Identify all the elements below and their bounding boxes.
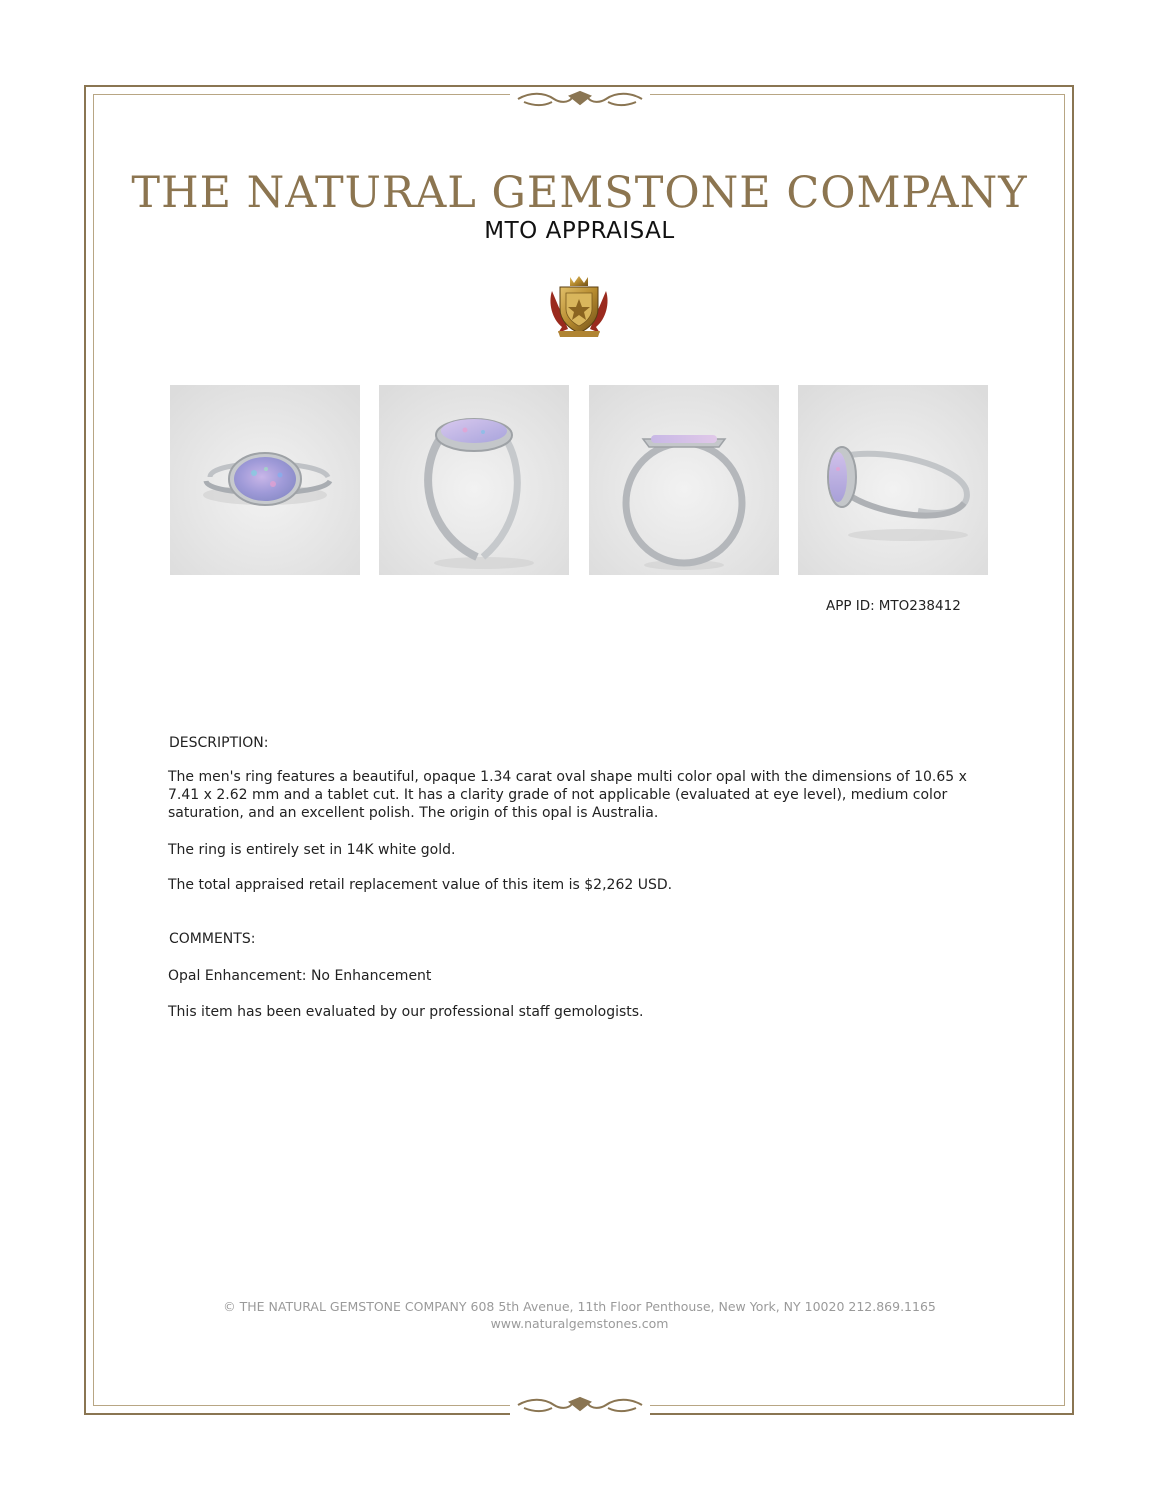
metal-paragraph: The ring is entirely set in 14K white gold. [168,842,456,858]
ring-photo-front-view [589,385,779,575]
value-paragraph: The total appraised retail replacement value of this item is $2,262 USD. [168,877,673,893]
comments-heading: COMMENTS: [169,931,256,947]
document-type-title: MTO APPRAISAL [484,218,675,244]
bottom-flourish-ornament [510,1394,650,1416]
description-paragraph: The men's ring features a beautiful, opaque 1.34 carat oval shape multi color opal with the dimensions of 10.65 x 7.41 x 2.62 mm and a tablet cut. It has a clarity grade of not applicable (evaluated at eye level), medium color saturation, and an excellent polish. The origin of this opal is Australia. [168,769,967,821]
app-id-value: MTO238412 [878,598,961,614]
ring-photo-angled-view [379,385,569,575]
ring-photo-side-view [798,385,988,575]
top-flourish-ornament [510,88,650,110]
company-name: THE NATURAL GEMSTONE COMPANY [131,168,1028,218]
ring-photo-top-view [170,385,360,575]
footer-website[interactable]: www.naturalgemstones.com [490,1316,669,1331]
company-crest-logo [548,273,610,339]
footer-address: © THE NATURAL GEMSTONE COMPANY 608 5th Avenue, 11th Floor Penthouse, New York, NY 10020 212.869.1165 [223,1299,936,1314]
app-id-label: APP ID: [826,598,875,614]
appraisal-id [826,598,965,614]
enhancement-comment: Opal Enhancement: No Enhancement [168,968,432,984]
evaluation-comment: This item has been evaluated by our professional staff gemologists. [168,1004,644,1020]
description-heading: DESCRIPTION: [169,735,269,751]
